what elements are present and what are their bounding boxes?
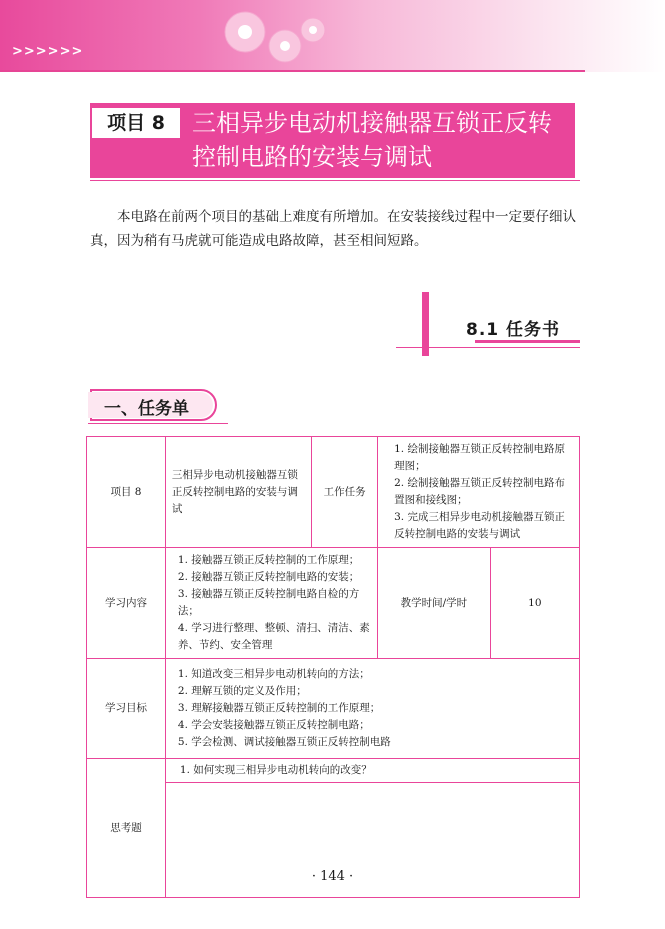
task-heading-underline <box>88 423 228 424</box>
list-item: 2. 接触器互锁正反转控制电路的安装； <box>177 571 360 583</box>
title-underline <box>90 180 580 181</box>
work-task-cell <box>378 437 580 548</box>
table-row <box>87 548 580 659</box>
list-item: 5. 学会检测、调试接触器互锁正反转控制电路 <box>177 736 391 748</box>
list-item: 3. 完成三相异步电动机接触器互锁正反转控制电路的安装与调试 <box>394 511 565 540</box>
section-underline-thick <box>475 340 580 343</box>
list-item: 1. 绘制接触器互锁正反转控制电路原理图； <box>394 443 565 472</box>
list-item: 3. 接触器互锁正反转控制电路自检的方法； <box>177 588 360 617</box>
list-item: 1. 如何实现三相异步电动机转向的改变？ <box>166 759 579 783</box>
learning-objectives-label: 学习目标 <box>87 659 166 759</box>
list-item: 3. 理解接触器互锁正反转控制的工作原理； <box>177 702 381 714</box>
project-title: 三相异步电动机接触器互锁正反转控制电路的安装与调试 <box>192 109 552 171</box>
learning-content-cell <box>165 548 377 659</box>
list-item: 4. 学习进行整理、整顿、清扫、清洁、素养、节约、安全管理 <box>177 622 370 651</box>
project-label-cell: 项目 8 <box>87 437 166 548</box>
section-underline <box>396 347 580 348</box>
page-number: · 144 · <box>311 869 354 884</box>
thinking-question-label: 思考题 <box>87 759 166 898</box>
chevrons-decoration: >>>>>> <box>12 44 84 59</box>
task-heading: 一、任务单 <box>104 399 189 419</box>
list-item: 2. 理解互锁的定义及作用； <box>177 685 307 697</box>
table-row <box>87 659 580 759</box>
section-title: 8.1 任务书 <box>466 320 561 340</box>
learning-content-label: 学习内容 <box>87 548 166 659</box>
teaching-hours-label: 教学时间/学时 <box>378 548 491 659</box>
list-item: 4. 学会安装接触器互锁正反转控制电路； <box>177 719 370 731</box>
project-number-label: 项目 8 <box>92 108 180 138</box>
list-item: 1. 接触器互锁正反转控制的工作原理； <box>177 554 360 566</box>
intro-paragraph: 本电路在前两个项目的基础上难度有所增加。在安装接线过程中一定要仔细认真，因为稍有马虎就可能造成电路故障，甚至相间短路。 <box>90 209 576 249</box>
list-item: 1. 知道改变三相异步电动机转向的方法； <box>177 668 370 680</box>
list-item: 2. 绘制接触器互锁正反转控制电路布置图和接线图； <box>394 477 565 506</box>
project-name-cell: 三相异步电动机接触器互锁正反转控制电路的安装与调试 <box>165 437 311 548</box>
task-table <box>86 436 580 898</box>
learning-objectives-cell <box>165 659 579 759</box>
gears-icon <box>205 6 335 72</box>
teaching-hours-value: 10 <box>490 548 579 659</box>
table-row <box>87 437 580 548</box>
work-task-label-cell: 工作任务 <box>312 437 378 548</box>
